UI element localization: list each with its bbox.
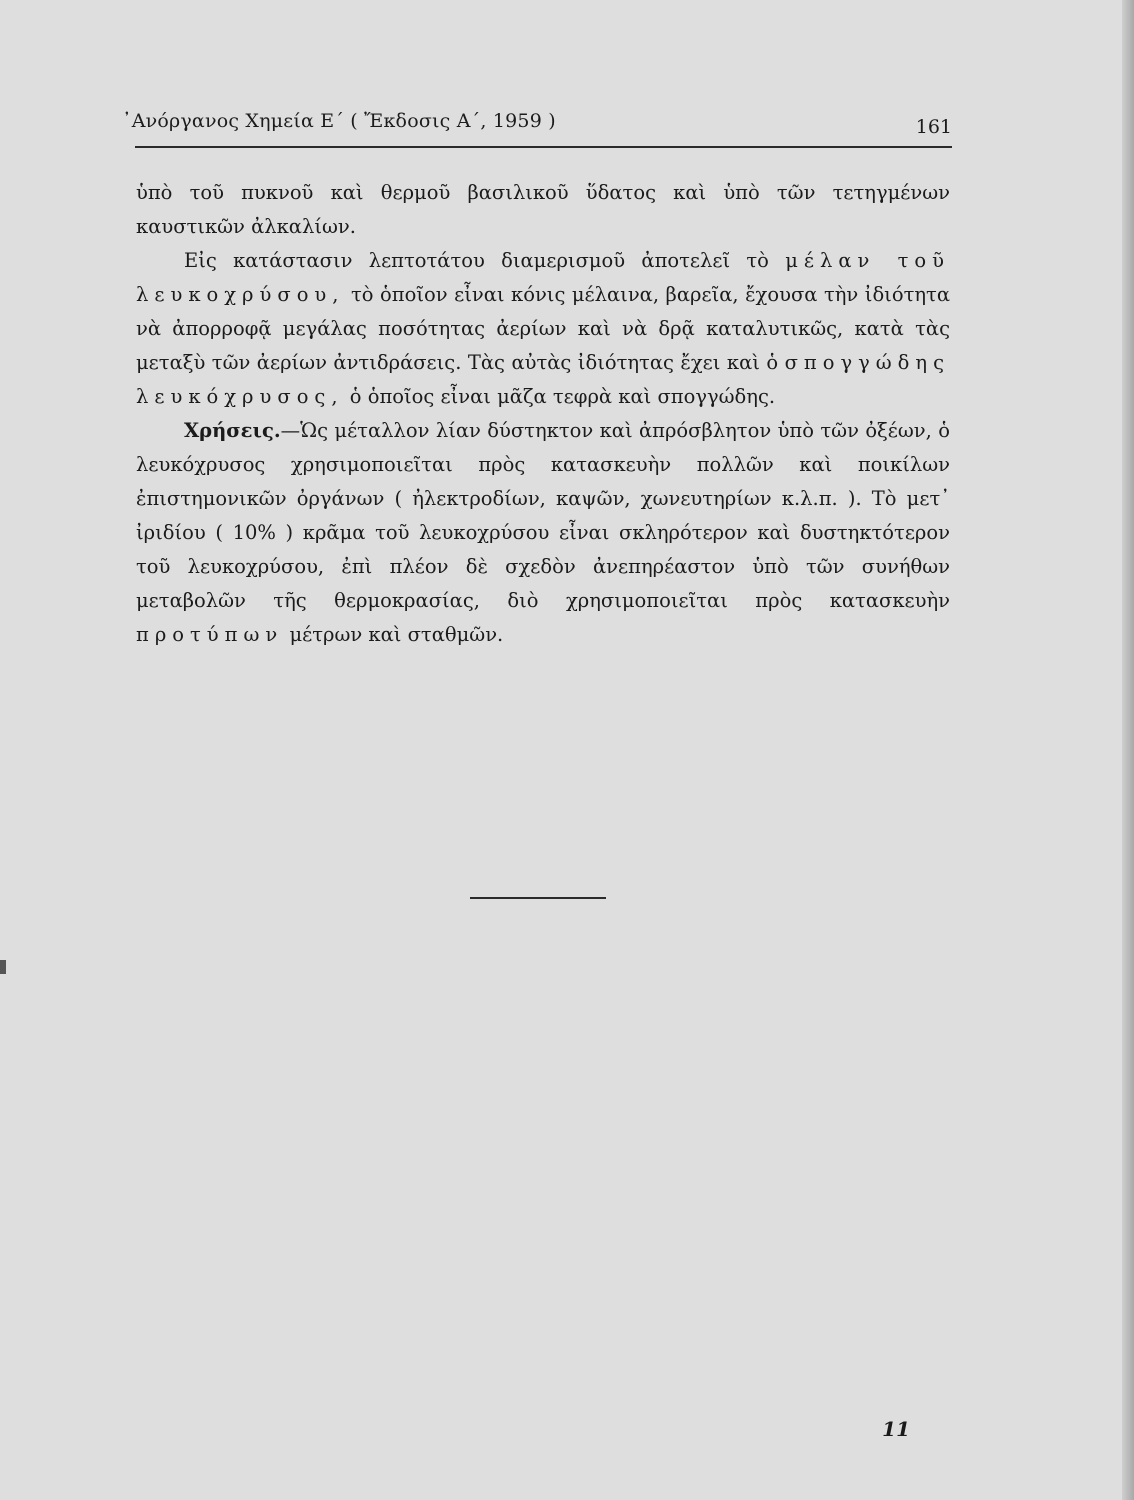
binding-mark xyxy=(0,960,6,974)
signature-mark: 11 xyxy=(882,1417,910,1441)
running-title: ᾿Ανόργανος Χημεία Ε΄ ( Ἔκδοσις Α΄, 1959 ) xyxy=(122,110,556,132)
paragraph-text: —Ὡς μέταλλον λίαν δύστηκτον καὶ ἀπρόσβλητον ὑπὸ τῶν ὀξέων, ὁ λευκόχρυσος χρησιμοποιεῖται πρὸς κατασκευὴν πολλῶν καὶ ποικίλων ἐπιστημονικῶν ὀργάνων ( ἠλεκτροδίων, καψῶν, χωνευτηρίων κ.λ.π. ). Τὸ μετ᾿ ἰριδίου ( 10% ) κρᾶμα τοῦ λευκοχρύσου εἶναι σκληρότερον καὶ δυστηκτότερον τοῦ λευκοχρύσου, ἐπὶ πλέον δὲ σχεδὸν ἀνεπηρέαστον ὑπὸ τῶν συνήθων μεταβολῶν τῆς θερμοκρασίας, διὸ χρησιμοποιεῖται πρὸς κατασκευὴν xyxy=(136,419,950,612)
paragraph-text: μέτρων καὶ σταθμῶν. xyxy=(289,623,504,646)
spaced-term-spongy-platinum: σπογγώδης λευκόχρυσος, xyxy=(136,351,950,408)
header-rule xyxy=(135,146,952,148)
paragraph-text: ὑπὸ τοῦ πυκνοῦ καὶ θερμοῦ βασιλικοῦ ὕδατος καὶ ὑπὸ τῶν τετηγμένων καυστικῶν ἀλκαλίων. xyxy=(136,181,950,238)
paragraph-text: ὁ ὁποῖος εἶναι μᾶζα τεφρὰ καὶ σπογγώδης. xyxy=(349,385,776,408)
section-end-rule xyxy=(470,897,606,899)
spaced-term-standard: προτύπων xyxy=(136,623,284,646)
running-head xyxy=(122,110,952,142)
paragraph-platinum-black xyxy=(136,244,950,414)
uses-heading: Χρήσεις. xyxy=(184,419,281,442)
paragraph-uses xyxy=(136,414,950,652)
body-text xyxy=(136,176,950,652)
spaced-term-platinum-black: μέλαν τοῦ λευκοχρύσου, xyxy=(136,249,950,306)
paragraph-continuation xyxy=(136,176,950,244)
paragraph-text: Εἰς κατάστασιν λεπτοτάτου διαμερισμοῦ ἀποτελεῖ τὸ xyxy=(184,249,769,272)
page-edge-shadow xyxy=(1122,0,1134,1500)
paragraph-text: τὸ ὁποῖον εἶναι κόνις μέλαινα, βαρεῖα, ἔχουσα τὴν ἰδιότητα νὰ ἀπορροφᾷ μεγάλας ποσότητας ἀερίων καὶ νὰ δρᾷ καταλυτικῶς, κατὰ τὰς μεταξὺ τῶν ἀερίων ἀντιδράσεις. Τὰς αὐτὰς ἰδιότητας ἔχει καὶ ὁ xyxy=(136,283,950,374)
page-number: 161 xyxy=(915,116,952,138)
